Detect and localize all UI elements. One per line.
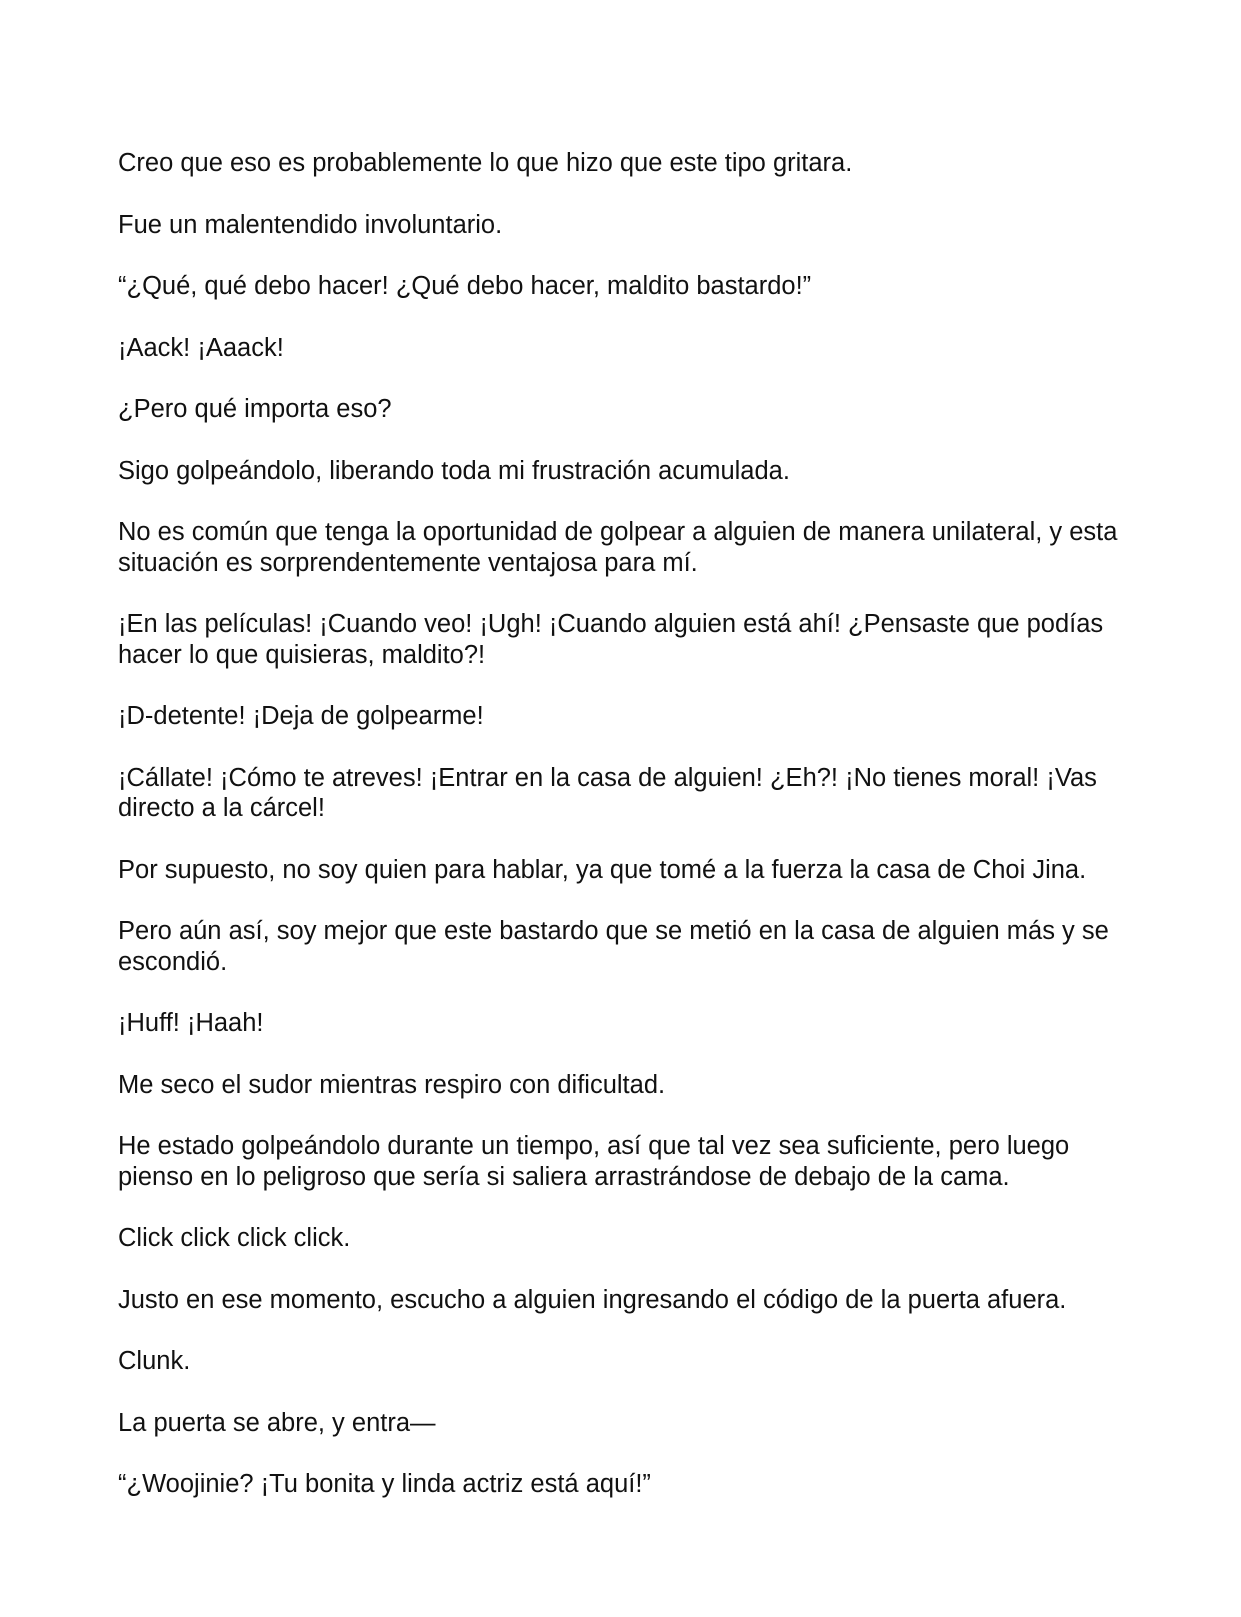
- paragraph: ¿Pero qué importa eso?: [118, 395, 392, 423]
- paragraph: La puerta se abre, y entra—: [118, 1408, 436, 1437]
- paragraph: “¿Woojinie? ¡Tu bonita y linda actriz está aquí!”: [118, 1470, 651, 1498]
- paragraph: ¡En las películas! ¡Cuando veo! ¡Ugh! ¡Cuando alguien está ahí! ¿Pensaste que podías hacer lo que quisieras, maldito?!: [118, 610, 1104, 669]
- paragraph: Pero aún así, soy mejor que este bastardo que se metió en la casa de alguien más y se escondió.: [118, 917, 1109, 976]
- paragraph: ¡D-detente! ¡Deja de golpearme!: [118, 702, 484, 730]
- paragraph: Creo que eso es probablemente lo que hizo que este tipo gritara.: [118, 149, 853, 177]
- paragraph: Click click click click.: [118, 1224, 351, 1252]
- paragraph: Me seco el sudor mientras respiro con dificultad.: [118, 1070, 666, 1099]
- paragraph: Por supuesto, no soy quien para hablar, ya que tomé a la fuerza la casa de Choi Jina.: [118, 855, 1087, 884]
- paragraph: Fue un malentendido involuntario.: [118, 210, 503, 239]
- document-body: [118, 148, 1128, 1531]
- paragraph: ¡Aack! ¡Aaack!: [118, 333, 284, 362]
- paragraph: No es común que tenga la oportunidad de golpear a alguien de manera unilateral, y esta situación es sorprendentemente ventajosa para mí.: [118, 518, 1118, 577]
- paragraph: ¡Cállate! ¡Cómo te atreves! ¡Entrar en la casa de alguien! ¿Eh?! ¡No tienes moral! ¡Vas directo a la cárcel!: [118, 763, 1097, 822]
- paragraph: He estado golpeándolo durante un tiempo, así que tal vez sea suficiente, pero luego pienso en lo peligroso que sería si saliera arrastrándose de debajo de la cama.: [118, 1132, 1070, 1191]
- paragraph: Justo en ese momento, escucho a alguien ingresando el código de la puerta afuera.: [118, 1285, 1067, 1314]
- paragraph: Sigo golpeándolo, liberando toda mi frustración acumulada.: [118, 456, 790, 485]
- paragraph: “¿Qué, qué debo hacer! ¿Qué debo hacer, maldito bastardo!”: [118, 272, 812, 300]
- paragraph: Clunk.: [118, 1347, 191, 1375]
- paragraph: ¡Huff! ¡Haah!: [118, 1009, 264, 1037]
